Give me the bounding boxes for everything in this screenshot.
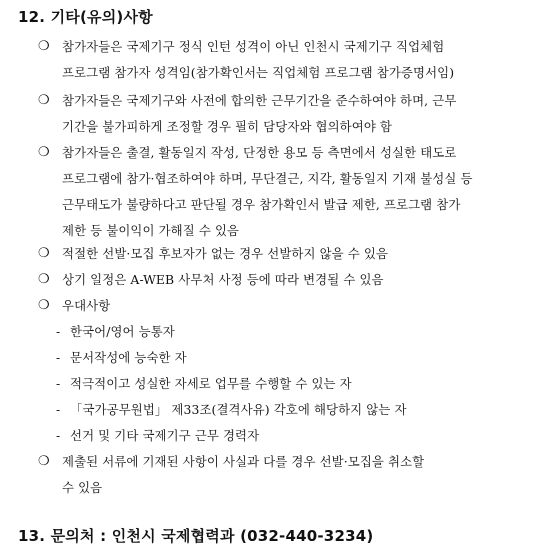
note-item-2 [38,88,538,140]
note-item-4 [38,241,538,267]
preferences-label: 우대사항 [62,298,111,313]
note-item-7-line-2: 수 있음 [62,480,103,495]
preference-item-2: 문서작성에 능숙한 자 [70,350,187,365]
note-item-1-line-2: 프로그램 참가자 성격임(참가확인서는 직업체험 프로그램 참가증명서임) [62,65,455,80]
note-item-1-line-1: 참가자들은 국제기구 정식 인턴 성격이 아닌 인천시 국제기구 직업체험 [62,39,445,54]
note-item-3-line-3: 근무태도가 불량하다고 판단될 경우 참가확인서 발급 제한, 프로그램 참가 [62,197,461,212]
note-item-5 [38,267,538,293]
circle-bullet-icon: ❍ [38,145,50,160]
note-item-6 [38,293,538,449]
dash-bullet-icon: - [56,376,61,391]
section-13-heading: 13. 문의처 : 인천시 국제협력과 (032-440-3234) [18,527,374,545]
section-12-heading: 12. 기타(유의)사항 [18,8,153,26]
note-item-3-line-4: 제한 등 불이익이 가해질 수 있음 [62,223,240,238]
preference-item-3: 적극적이고 성실한 자세로 업무를 수행할 수 있는 자 [70,376,352,391]
circle-bullet-icon: ❍ [38,454,50,469]
note-item-2-line-2: 기간을 불가피하게 조정할 경우 필히 담당자와 협의하여야 함 [62,119,393,134]
preference-item-4: 「국가공무원법」 제33조(결격사유) 각호에 해당하지 않는 자 [70,402,407,417]
note-item-5-line-1: 상기 일정은 A-WEB 사무처 사정 등에 따라 변경될 수 있음 [62,272,384,287]
note-item-4-line-1: 적절한 선발·모집 후보자가 없는 경우 선발하지 않을 수 있음 [62,246,389,261]
preference-item-5: 선거 및 기타 국제기구 근무 경력자 [70,428,260,443]
note-item-1 [38,34,538,86]
dash-bullet-icon: - [56,350,61,365]
note-item-3-line-2: 프로그램에 참가·협조하여야 하며, 무단결근, 지각, 활동일지 기재 불성실 등 [62,171,473,186]
note-item-7 [38,449,538,501]
note-item-2-line-1: 참가자들은 국제기구와 사전에 합의한 근무기간을 준수하여야 하며, 근무 [62,93,457,108]
circle-bullet-icon: ❍ [38,298,50,313]
note-item-3 [38,140,538,244]
circle-bullet-icon: ❍ [38,246,50,261]
note-item-7-line-1: 제출된 서류에 기재된 사항이 사실과 다를 경우 선발·모집을 취소할 [62,454,425,469]
circle-bullet-icon: ❍ [38,39,50,54]
dash-bullet-icon: - [56,402,61,417]
circle-bullet-icon: ❍ [38,93,50,108]
dash-bullet-icon: - [56,324,61,339]
note-item-3-line-1: 참가자들은 출결, 활동일지 작성, 단정한 용모 등 측면에서 성실한 태도로 [62,145,457,160]
dash-bullet-icon: - [56,428,61,443]
circle-bullet-icon: ❍ [38,272,50,287]
preference-item-1: 한국어/영어 능통자 [70,324,175,339]
